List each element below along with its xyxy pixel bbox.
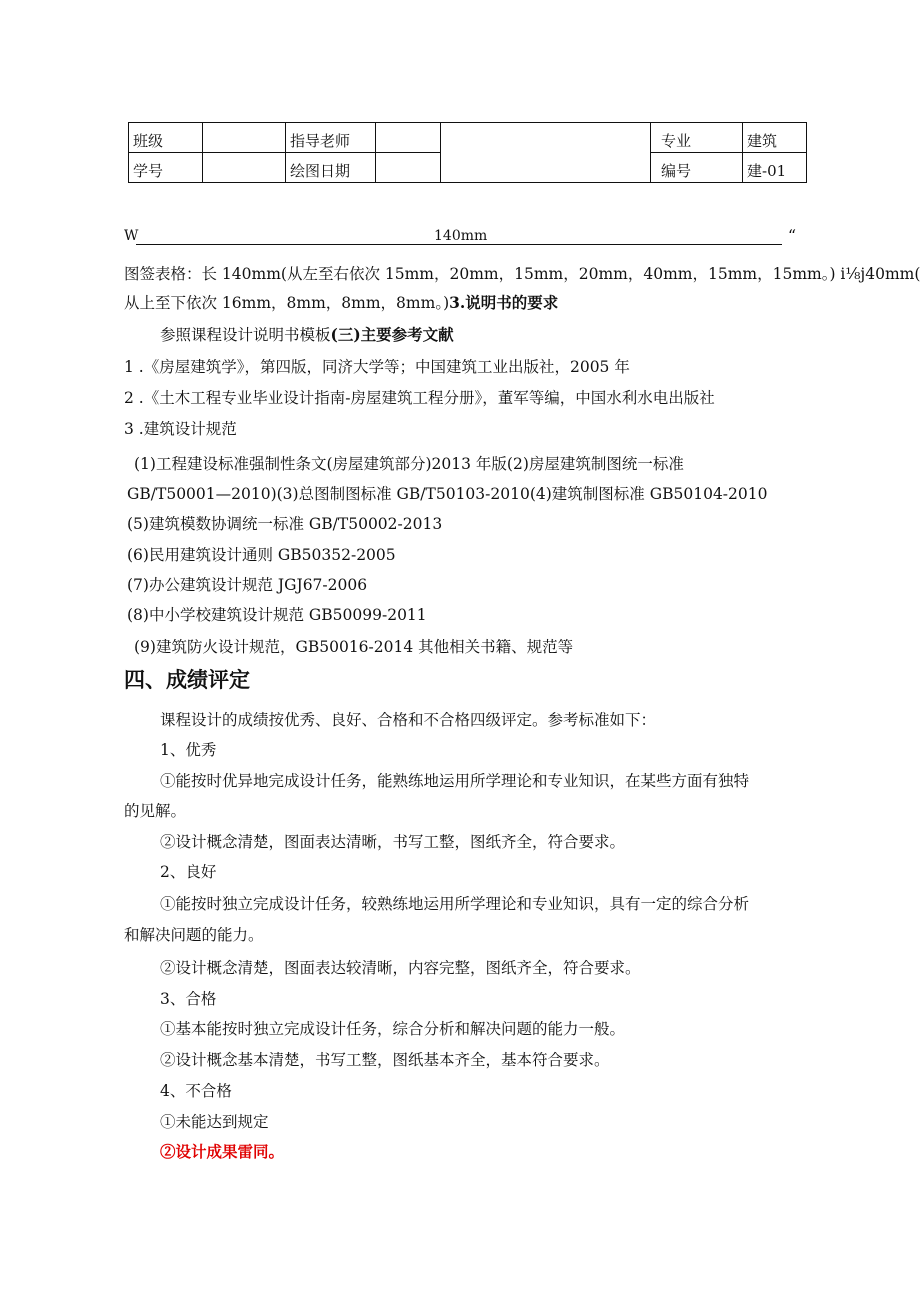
standard-line-2: GB/T50001—2010)(3)总图制图标准 GB/T50103-2010(4)建筑制图标准 GB50104-2010: [127, 485, 768, 503]
section3-heading: 3.说明书的要求: [449, 293, 559, 312]
reference-3: 3 .建筑设计规范: [124, 420, 237, 438]
major-value: 建筑: [743, 123, 807, 153]
number-value: 建-01: [743, 153, 807, 183]
student-no-value-cell: [203, 153, 286, 183]
standard-line-4: (6)民用建筑设计通则 GB50352-2005: [127, 546, 396, 564]
titleblock-spec-line-1: 图签表格：长 140mm(从左至右依次 15mm，20mm，15mm，20mm，40mm，15mm，15mm。) i⅛j40mm(: [124, 265, 920, 283]
template-reference-line: [160, 325, 454, 345]
grade-fail-item-1: ①未能达到规定: [160, 1113, 269, 1131]
standard-line-5: (7)办公建筑设计规范 JGJ67-2006: [127, 576, 368, 594]
dimension-left-mark: W: [124, 228, 139, 244]
title-block-row: [129, 123, 807, 153]
grade-good-item-1: ①能按时独立完成设计任务，较熟练地运用所学理论和专业知识，具有一定的综合分析: [160, 895, 750, 913]
reference-1: 1 .《房屋建筑学》，第四版，同济大学等；中国建筑工业出版社，2005 年: [124, 358, 630, 376]
dimension-rule: [136, 244, 782, 245]
template-reference-text: 参照课程设计说明书模板: [160, 326, 331, 344]
standard-line-7: (9)建筑防火设计规范，GB50016-2014 其他相关书籍、规范等: [134, 638, 574, 656]
reference-2: 2 .《土木工程专业毕业设计指南-房屋建筑工程分册》，董军等编，中国水利水电出版社: [124, 389, 715, 407]
major-label: 专业: [651, 123, 743, 153]
grade-fail-title: 4、不合格: [160, 1082, 232, 1100]
drawing-date-value-cell: [376, 153, 441, 183]
grade-pass-item-1: ①基本能按时独立完成设计任务，综合分析和解决问题的能力一般。: [160, 1020, 626, 1038]
advisor-label: 指导老师: [286, 123, 376, 153]
advisor-value-cell: [376, 123, 441, 153]
references-heading: (三)主要参考文献: [330, 325, 454, 344]
number-label: 编号: [651, 153, 743, 183]
class-label: 班级: [129, 123, 203, 153]
grade-excellent-item-2: ②设计概念清楚，图面表达清晰，书写工整，图纸齐全，符合要求。: [160, 833, 626, 851]
standard-line-3: (5)建筑模数协调统一标准 GB/T50002-2013: [127, 515, 443, 533]
grade-excellent-title: 1、优秀: [160, 741, 217, 759]
drawing-date-label: 绘图日期: [286, 153, 376, 183]
grade-fail-item-2: ②设计成果雷同。: [160, 1142, 285, 1161]
grade-excellent-item-1-cont: 的见解。: [124, 802, 187, 820]
grade-good-item-1-cont: 和解决问题的能力。: [124, 926, 264, 944]
class-value-cell: [203, 123, 286, 153]
standard-line-6: (8)中小学校建筑设计规范 GB50099-2011: [127, 606, 427, 624]
grade-good-title: 2、良好: [160, 863, 217, 881]
titleblock-spec-text: 从上至下依次 16mm，8mm，8mm，8mm。): [124, 294, 450, 312]
grade-excellent-item-1: ①能按时优异地完成设计任务，能熟练地运用所学理论和专业知识，在某些方面有独特: [160, 772, 750, 790]
standard-line-1: (1)工程建设标准强制性条文(房屋建筑部分)2013 年版(2)房屋建筑制图统一标准: [134, 455, 684, 473]
dimension-width-text: 140mm: [434, 228, 488, 244]
grade-pass-item-2: ②设计概念基本清楚，书写工整，图纸基本齐全，基本符合要求。: [160, 1051, 610, 1069]
title-block-table: [128, 122, 807, 183]
dimension-line: [124, 228, 796, 248]
section4-heading: 四、成绩评定: [124, 668, 250, 692]
drawing-name-cell: [441, 123, 651, 183]
titleblock-spec-line-2: [124, 293, 558, 313]
grading-intro: 课程设计的成绩按优秀、良好、合格和不合格四级评定。参考标准如下：: [160, 711, 657, 729]
grade-good-item-2: ②设计概念清楚，图面表达较清晰，内容完整，图纸齐全，符合要求。: [160, 959, 641, 977]
student-no-label: 学号: [129, 153, 203, 183]
grade-pass-title: 3、合格: [160, 990, 217, 1008]
dimension-right-mark: “: [787, 226, 796, 245]
